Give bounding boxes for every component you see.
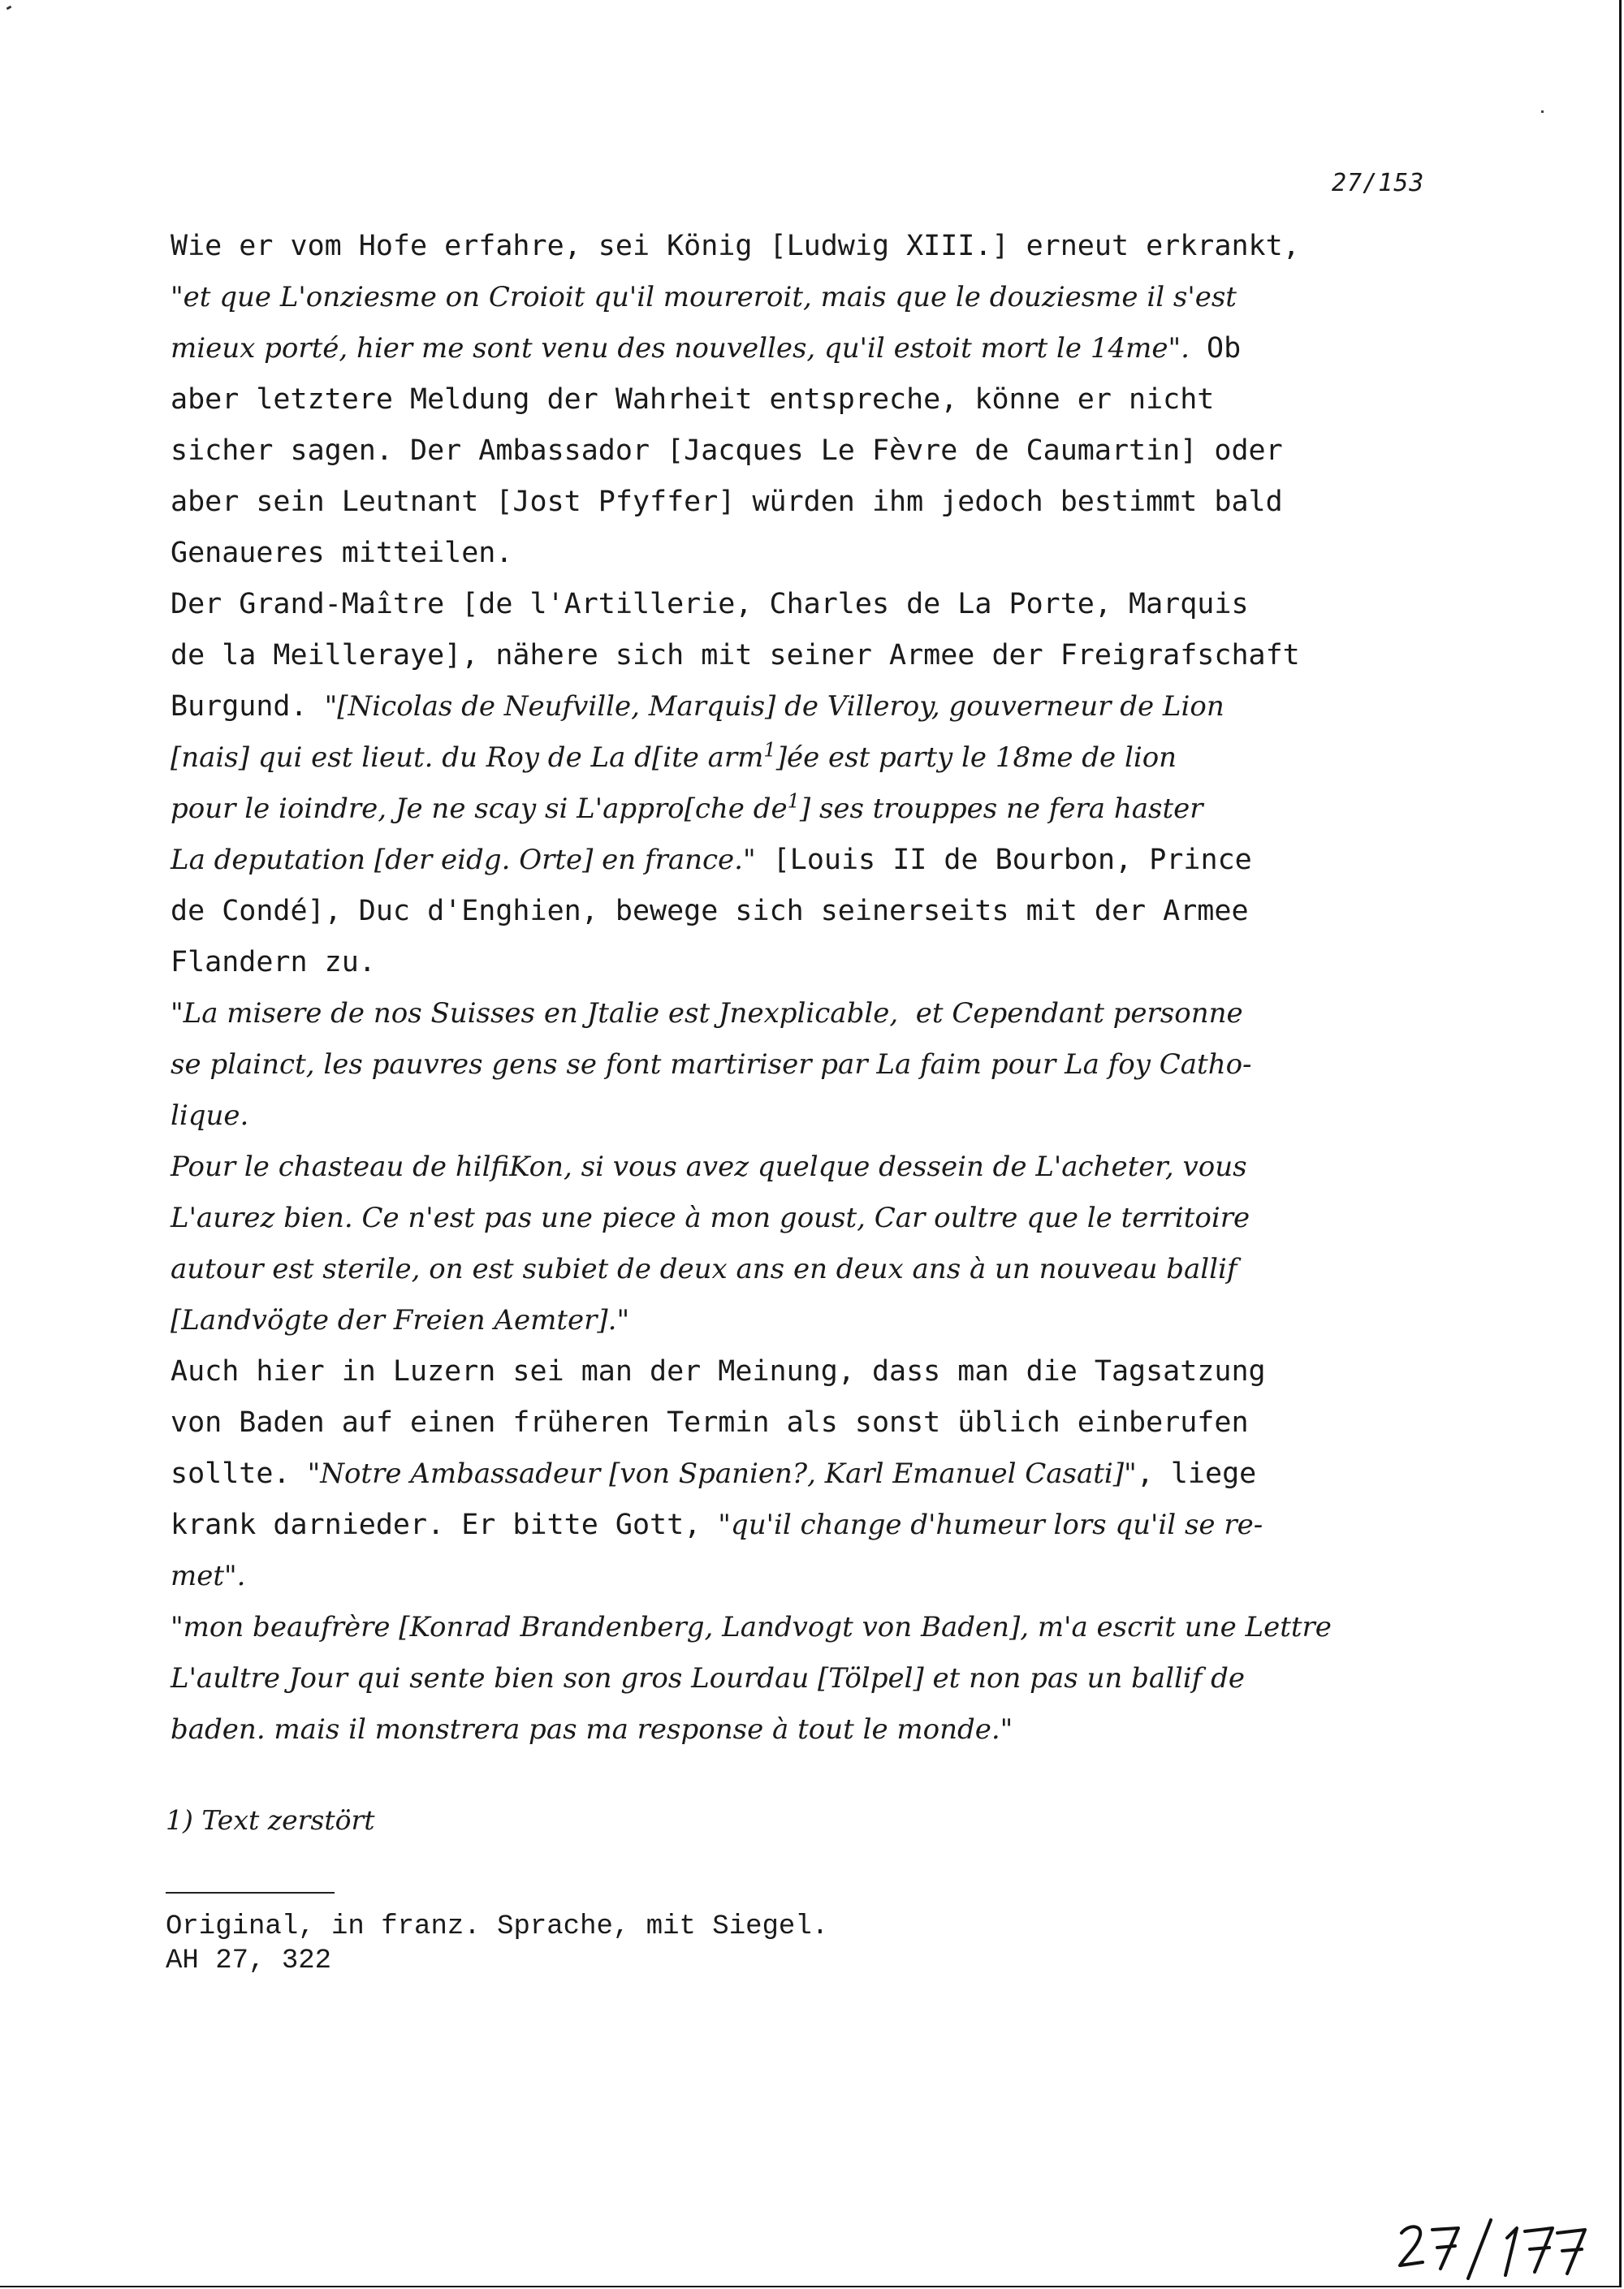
text-line (171, 732, 1486, 784)
quoted-text: [Landvögte der Freien Aemter]." (171, 1304, 630, 1337)
paragraph-p4 (171, 1142, 1486, 1346)
text-line (171, 681, 1486, 732)
text-line (171, 221, 1486, 272)
source-line-1: Original, in franz. Sprache, mit Siegel. (166, 1911, 829, 1942)
text-line (171, 784, 1486, 835)
quoted-text: [nais] qui est lieut. du Roy de La d[ite arm (171, 741, 764, 774)
summary-text: Ob (1189, 332, 1242, 365)
quoted-text: met". (171, 1560, 246, 1592)
summary-text: von Baden auf einen früheren Termin als sonst üblich einberufen (171, 1406, 1249, 1439)
text-line (171, 1653, 1486, 1704)
summary-text: sicher sagen. Der Ambassador [Jacques Le Fèvre de Caumartin] oder (171, 434, 1283, 467)
footnote: 1) Text zerstört (166, 1804, 375, 1836)
quoted-text: mieux porté, hier me sont venu des nouvelles, qu'il estoit mort le 14me". (171, 332, 1190, 365)
summary-text: Burgund. (171, 690, 325, 723)
text-line (171, 477, 1486, 528)
summary-text: Genaueres mitteilen. (171, 537, 513, 569)
paragraph-p1 (171, 221, 1486, 579)
text-line (171, 425, 1486, 477)
summary-text: Auch hier in Luzern sei man der Meinung, dass man die Tagsatzung (171, 1355, 1266, 1388)
text-line (171, 374, 1486, 425)
paragraph-p2 (171, 579, 1486, 988)
quoted-text: autour est sterile, on est subiet de deux ans en deux ans à un nouveau ballif (171, 1253, 1237, 1285)
text-line (171, 988, 1486, 1039)
text-line (171, 937, 1486, 988)
summary-text: Wie er vom Hofe erfahre, sei König [Ludwig XIII.] erneut erkrankt, (171, 230, 1300, 262)
text-line (171, 1551, 1486, 1602)
quoted-text: "et que L'onziesme on Croioit qu'il moureroit, mais que le douziesme il s'est (171, 281, 1237, 313)
paragraph-p6 (171, 1602, 1486, 1756)
text-line (171, 1244, 1486, 1295)
paragraph-p3 (171, 988, 1486, 1142)
text-line (171, 1704, 1486, 1756)
quoted-text: ]ée est party le 18me de lion (775, 741, 1177, 774)
text-line (171, 1193, 1486, 1244)
paragraph-p5 (171, 1346, 1486, 1602)
quoted-text: se plainct, les pauvres gens se font martiriser par La faim pour La foy Catho- (171, 1048, 1252, 1081)
quoted-text: "qu'il change d'humeur lors qu'il se re- (718, 1509, 1263, 1541)
text-line (171, 528, 1486, 579)
text-line (171, 323, 1486, 374)
summary-text: aber sein Leutnant [Jost Pfyffer] würden ihm jedoch bestimmt bald (171, 486, 1283, 518)
summary-text: de la Meilleraye], nähere sich mit seiner Armee der Freigrafschaft (171, 639, 1300, 672)
summary-text: Flandern zu. (171, 946, 376, 978)
quoted-text: lique. (171, 1099, 249, 1132)
text-line (171, 1091, 1486, 1142)
text-line (171, 886, 1486, 937)
quoted-text: "La misere de nos Suisses en Jtalie est Jnexplicable, et Cependant personne (171, 997, 1243, 1030)
quoted-text: pour le ioindre, Je ne scay si L'appro[che de (171, 793, 788, 825)
document-body (171, 221, 1486, 1756)
quoted-text: baden. mais il monstrera pas ma response à tout le monde." (171, 1713, 1013, 1746)
handwritten-folio-number (1395, 2215, 1590, 2280)
text-line (171, 579, 1486, 630)
quoted-text: Pour le chasteau de hilfiKon, si vous avez quelque dessein de L'acheter, vous (171, 1151, 1247, 1183)
summary-text: aber letztere Meldung der Wahrheit entspreche, könne er nicht (171, 383, 1215, 416)
summary-text: , liege (1136, 1458, 1257, 1490)
quoted-text: "Notre Ambassadeur [von Spanien?, Karl Emanuel Casati]" (307, 1458, 1137, 1490)
source-note (166, 1910, 828, 1978)
text-line (171, 1500, 1486, 1551)
text-line (171, 1602, 1486, 1653)
quoted-text: "mon beaufrère [Konrad Brandenberg, Landvogt von Baden], m'a escrit une Lettre (171, 1611, 1332, 1643)
text-line (171, 272, 1486, 323)
summary-text: de Condé], Duc d'Enghien, bewege sich seinerseits mit der Armee (171, 895, 1249, 927)
text-line (171, 1397, 1486, 1449)
text-line (171, 1346, 1486, 1397)
footnote-marker: 1 (763, 738, 776, 762)
quoted-text: ] ses trouppes ne fera haster (799, 793, 1203, 825)
quoted-text: "[Nicolas de Neufville, Marquis] de Villeroy, gouverneur de Lion (324, 690, 1224, 723)
footnote-marker: 1 (787, 789, 800, 813)
summary-text: sollte. (171, 1458, 308, 1490)
text-line (171, 1295, 1486, 1346)
text-line (171, 835, 1486, 886)
quoted-text: L'aurez bien. Ce n'est pas une piece à mon goust, Car oultre que le territoire (171, 1202, 1250, 1234)
footnote-divider (166, 1892, 335, 1894)
summary-text: krank darnieder. Er bitte Gott, (171, 1509, 719, 1541)
source-line-2: AH 27, 322 (166, 1946, 332, 1976)
quoted-text: La deputation [der eidg. Orte] en france." (171, 844, 756, 876)
text-line (171, 1039, 1486, 1091)
summary-text: [Louis II de Bourbon, Prince (755, 844, 1252, 876)
summary-text: Der Grand-Maître [de l'Artillerie, Charles de La Porte, Marquis (171, 588, 1249, 620)
quoted-text: L'aultre Jour qui sente bien son gros Lourdau [Tölpel] et non pas un ballif de (171, 1662, 1246, 1695)
text-line (171, 1142, 1486, 1193)
page-number: 27/153 (1332, 169, 1425, 197)
text-line (171, 630, 1486, 681)
scan-dot (1541, 110, 1544, 113)
text-line (171, 1449, 1486, 1500)
